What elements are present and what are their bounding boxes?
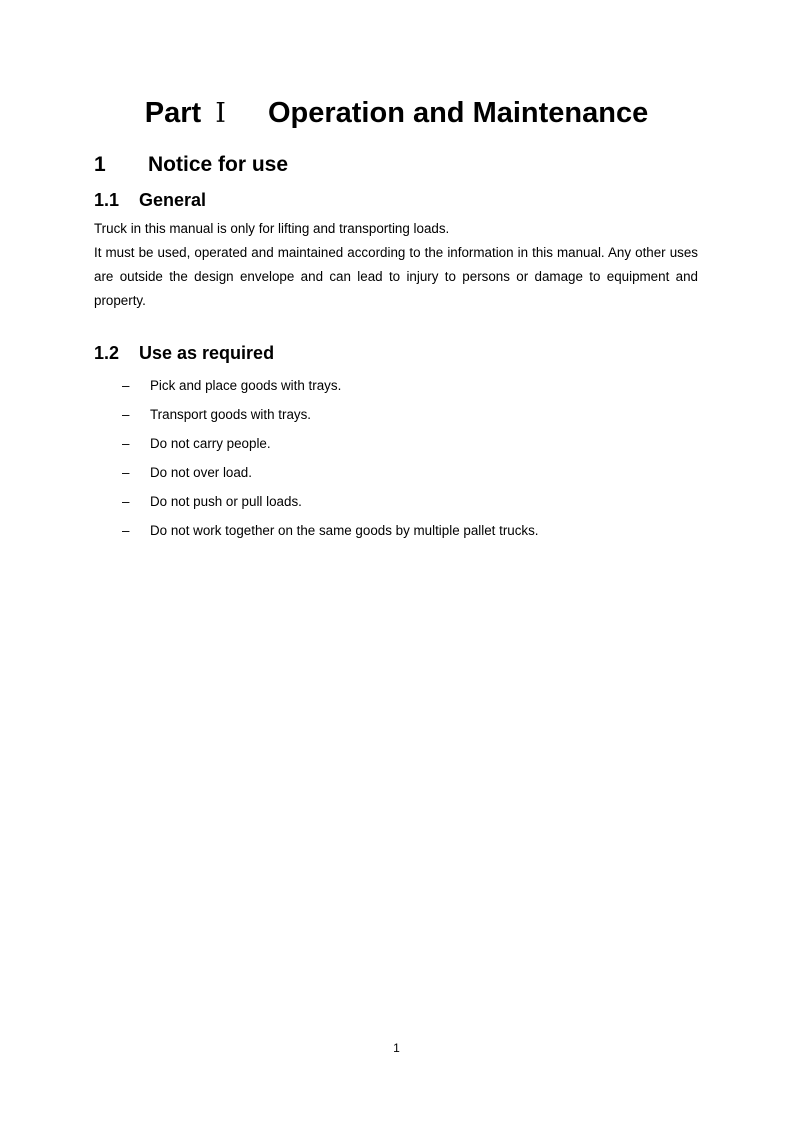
page-number: 1: [393, 1041, 400, 1055]
section-1-heading: [94, 151, 288, 179]
list-item: [122, 374, 539, 403]
bullet-dash: –: [122, 494, 130, 509]
general-paragraph-1: Truck in this manual is only for lifting and transporting loads.: [94, 221, 450, 236]
bullet-dash: –: [122, 436, 130, 451]
section-1-2-heading: [94, 341, 274, 365]
list-item: [122, 461, 539, 490]
section-1-2-number: 1.2: [94, 343, 120, 363]
section-1-1-heading: [94, 188, 206, 212]
list-item: [122, 403, 539, 432]
section-1-1-number: 1.1: [94, 190, 120, 210]
general-paragraph-2: It must be used, operated and maintained according to the information in this manual. Any other uses are outside the design envelope and can lead to injury to persons or damage to equipment and property.: [94, 245, 698, 308]
list-item: [122, 490, 539, 519]
section-1-title: Notice for use: [148, 153, 289, 176]
bullet-dash: –: [122, 407, 130, 422]
use-as-required-list: [122, 374, 539, 548]
list-item-text: Do not push or pull loads.: [150, 494, 302, 509]
part-title: [0, 95, 793, 132]
section-1-2-title: Use as required: [139, 343, 275, 363]
list-item-text: Transport goods with trays.: [150, 407, 312, 422]
list-item: [122, 432, 539, 461]
part-label: Part: [144, 97, 202, 129]
part-numeral: Ⅰ: [215, 98, 226, 129]
bullet-dash: –: [122, 465, 130, 480]
list-item-text: Do not over load.: [150, 465, 252, 480]
list-item: [122, 519, 539, 548]
list-item-text: Do not work together on the same goods by multiple pallet trucks.: [150, 523, 539, 538]
list-item-text: Do not carry people.: [150, 436, 271, 451]
section-1-number: 1: [94, 153, 106, 176]
bullet-dash: –: [122, 523, 130, 538]
part-heading: Operation and Maintenance: [267, 97, 649, 129]
section-1-1-title: General: [139, 190, 207, 210]
list-item-text: Pick and place goods with trays.: [150, 378, 342, 393]
bullet-dash: –: [122, 378, 130, 393]
